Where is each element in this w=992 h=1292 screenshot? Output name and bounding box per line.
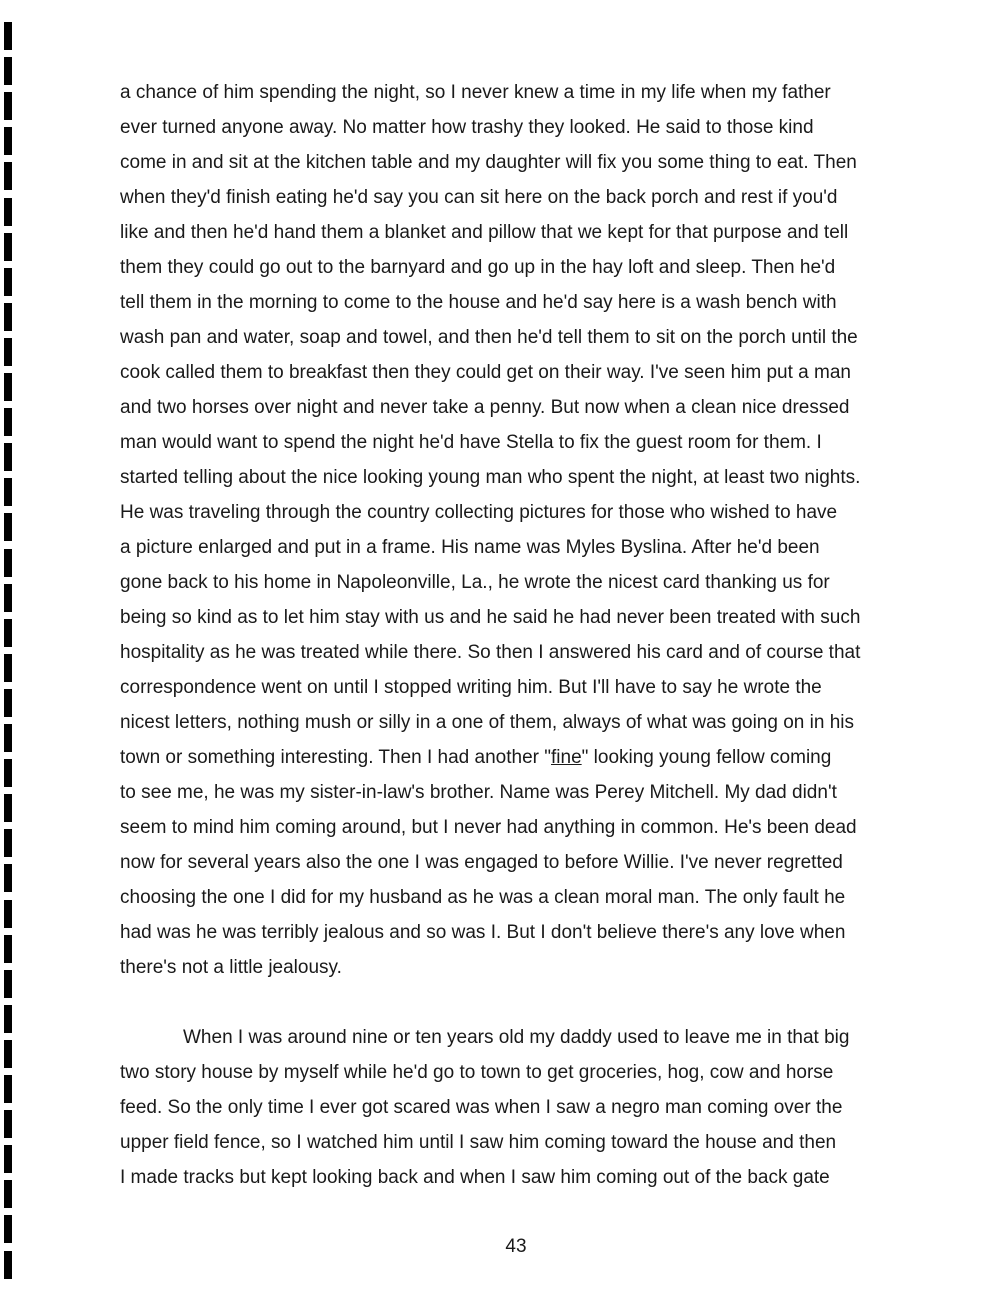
paragraph-2 [120, 1020, 920, 1195]
paragraph-gap [120, 985, 920, 1020]
text-line: man would want to spend the night he'd have Stella to fix the guest room for them. I [120, 432, 822, 453]
text-line: feed. So the only time I ever got scared was when I saw a negro man coming over the [120, 1097, 843, 1118]
binding-hole [4, 1110, 12, 1138]
text-line: had was he was terribly jealous and so was I. But I don't believe there's any love when [120, 922, 846, 943]
text-line: and two horses over night and never take a penny. But now when a clean nice dressed [120, 397, 850, 418]
binding-hole [4, 198, 12, 226]
text-line: like and then he'd hand them a blanket and pillow that we kept for that purpose and tell [120, 222, 849, 243]
binding-hole [4, 794, 12, 822]
binding-hole [4, 1180, 12, 1208]
binding-hole [4, 724, 12, 752]
page-number: 43 [505, 1236, 527, 1257]
text-line: ever turned anyone away. No matter how trashy they looked. He said to those kind [120, 117, 814, 138]
text-segment: town or something interesting. Then I had another " [120, 747, 551, 768]
binding-hole [4, 619, 12, 647]
text-line: tell them in the morning to come to the house and he'd say here is a wash bench with [120, 292, 837, 313]
binding-hole [4, 22, 12, 50]
text-line: there's not a little jealousy. [120, 957, 342, 978]
binding-hole [4, 864, 12, 892]
text-line: two story house by myself while he'd go to town to get groceries, hog, cow and horse [120, 1062, 834, 1083]
binding-hole [4, 689, 12, 717]
text-line: being so kind as to let him stay with us and he said he had never been treated with such [120, 607, 861, 628]
text-line: started telling about the nice looking young man who spent the night, at least two nights. [120, 467, 861, 488]
text-line-with-underline [120, 740, 920, 775]
binding-hole [4, 549, 12, 577]
text-line: hospitality as he was treated while there. So then I answered his card and of course that [120, 642, 861, 663]
binding-hole [4, 338, 12, 366]
binding-hole [4, 759, 12, 787]
text-line: now for several years also the one I was engaged to before Willie. I've never regretted [120, 852, 843, 873]
binding-holes [0, 0, 14, 1292]
text-segment: " looking young fellow coming [581, 747, 832, 768]
binding-hole [4, 478, 12, 506]
binding-hole [4, 92, 12, 120]
binding-hole [4, 900, 12, 928]
binding-hole [4, 233, 12, 261]
paragraph-1 [120, 75, 920, 985]
text-line: them they could go out to the barnyard and go up in the hay loft and sleep. Then he'd [120, 257, 836, 278]
underlined-word: fine [551, 747, 582, 768]
binding-hole [4, 584, 12, 612]
binding-hole [4, 829, 12, 857]
binding-hole [4, 127, 12, 155]
text-line: to see me, he was my sister-in-law's brother. Name was Perey Mitchell. My dad didn't [120, 782, 837, 803]
text-line: when they'd finish eating he'd say you can sit here on the back porch and rest if you'd [120, 187, 838, 208]
binding-hole [4, 408, 12, 436]
text-line: a chance of him spending the night, so I never knew a time in my life when my father [120, 82, 831, 103]
text-line: wash pan and water, soap and towel, and then he'd tell them to sit on the porch until the [120, 327, 858, 348]
text-line: come in and sit at the kitchen table and my daughter will fix you some thing to eat. Then [120, 152, 857, 173]
text-line: gone back to his home in Napoleonville, La., he wrote the nicest card thanking us for [120, 572, 830, 593]
text-line: choosing the one I did for my husband as he was a clean moral man. The only fault he [120, 887, 846, 908]
text-line: He was traveling through the country collecting pictures for those who wished to have [120, 502, 838, 523]
binding-hole [4, 513, 12, 541]
binding-hole [4, 1145, 12, 1173]
text-line: correspondence went on until I stopped writing him. But I'll have to say he wrote the [120, 677, 822, 698]
binding-hole [4, 970, 12, 998]
binding-hole [4, 303, 12, 331]
text-line: upper field fence, so I watched him until I saw him coming toward the house and then [120, 1132, 837, 1153]
binding-hole [4, 1075, 12, 1103]
binding-hole [4, 1040, 12, 1068]
binding-hole [4, 935, 12, 963]
text-line: seem to mind him coming around, but I never had anything in common. He's been dead [120, 817, 857, 838]
binding-hole [4, 57, 12, 85]
text-line: I made tracks but kept looking back and when I saw him coming out of the back gate [120, 1167, 830, 1188]
page-body [120, 75, 920, 1195]
text-line: a picture enlarged and put in a frame. His name was Myles Byslina. After he'd been [120, 537, 820, 558]
binding-hole [4, 654, 12, 682]
binding-hole [4, 268, 12, 296]
text-line: When I was around nine or ten years old my daddy used to leave me in that big [183, 1027, 850, 1048]
binding-hole [4, 373, 12, 401]
binding-hole [4, 162, 12, 190]
binding-hole [4, 1005, 12, 1033]
text-line: cook called them to breakfast then they could get on their way. I've seen him put a man [120, 362, 851, 383]
text-line: nicest letters, nothing mush or silly in a one of them, always of what was going on in his [120, 712, 854, 733]
binding-hole [4, 443, 12, 471]
